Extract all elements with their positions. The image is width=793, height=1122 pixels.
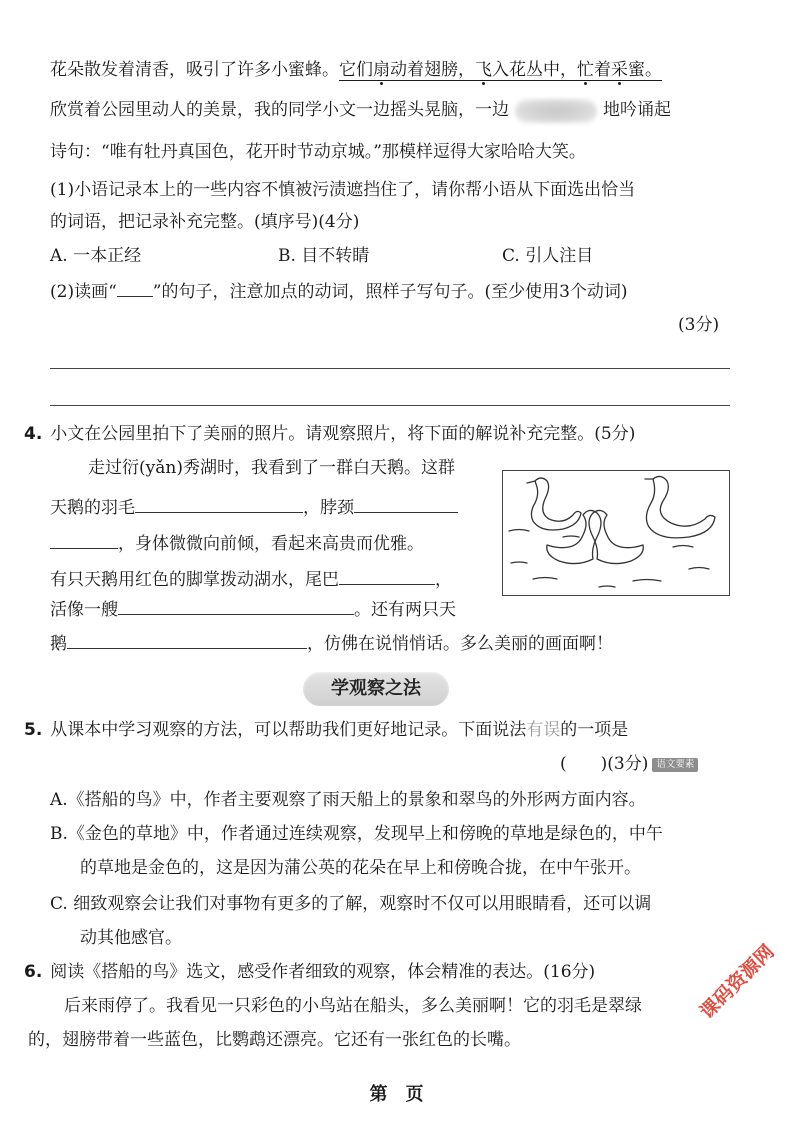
blank-two-swans[interactable] bbox=[67, 630, 307, 649]
q3-sub1-line1: (1)小语记录本上的一些内容不慎被污渍遮挡住了，请你帮小语从下面选出恰当 bbox=[50, 180, 636, 200]
swan-top-left bbox=[531, 478, 581, 530]
page-footer: 第 页 bbox=[369, 1084, 424, 1105]
dotted-verb: 采 bbox=[611, 60, 628, 80]
dotted-verb: 忙 bbox=[577, 60, 594, 80]
q3-option-a: A. 一本正经 bbox=[50, 246, 142, 266]
q5-answer-row: ( )(3分) 语文要素 bbox=[560, 752, 698, 776]
underline-sample bbox=[117, 278, 153, 297]
q5-answer-bracket[interactable]: ( ) bbox=[560, 754, 608, 774]
emphasis-wrong: 有误 bbox=[526, 720, 561, 740]
q3-sub2-score: (3分) bbox=[678, 315, 720, 335]
dotted-verb: 飞 bbox=[475, 60, 492, 80]
passage-sentence: 花朵散发着清香，吸引了许多小蜜蜂。 bbox=[50, 60, 339, 80]
swan-right bbox=[646, 476, 715, 537]
q3-option-c: C. 引人注目 bbox=[502, 246, 594, 266]
q5-number: 5. bbox=[24, 720, 43, 740]
passage-line-3: 诗句：“唯有牡丹真国色，花开时节动京城。”那模样逗得大家哈哈大笑。 bbox=[50, 142, 586, 162]
q3-option-b: B. 目不转睛 bbox=[278, 246, 370, 266]
watermark-logo: 课码资源网 bbox=[695, 940, 779, 1024]
swan-illustration bbox=[503, 471, 729, 595]
q4-line-6: 鹅 ，仿佛在说悄悄话。多么美丽的画面啊！ bbox=[50, 630, 613, 656]
blank-tail[interactable] bbox=[339, 566, 435, 585]
q6-paragraph-line-2: 的，翅膀带着一些蓝色，比鹦鹉还漂亮。它还有一张红色的长嘴。 bbox=[28, 1030, 521, 1050]
swan-photo bbox=[502, 470, 730, 596]
blank-feathers[interactable] bbox=[135, 494, 303, 513]
q3-sub2: (2)读画“ ”的句子，注意加点的动词，照样子写句子。(至少使用3个动词) bbox=[50, 278, 628, 304]
q6-paragraph-line-1: 后来雨停了。我看见一只彩色的小鸟站在船头，多么美丽啊！它的羽毛是翠绿 bbox=[64, 996, 642, 1016]
q4-line-3: ，身体微微向前倾，看起来高贵而优雅。 bbox=[50, 530, 424, 556]
q4-line-2: 天鹅的羽毛 ，脖颈 bbox=[50, 494, 458, 520]
q5-option-a: A.《搭船的鸟》中，作者主要观察了雨天船上的景象和翠鸟的外形两方面内容。 bbox=[50, 790, 646, 810]
underlined-sentence: 它们扇动着翅膀，飞入花丛中，忙着采蜜。 bbox=[339, 60, 662, 80]
answer-line-2[interactable] bbox=[50, 405, 730, 406]
blank-neck-cont[interactable] bbox=[50, 530, 118, 549]
q5-option-c-2: 动其他感官。 bbox=[80, 928, 182, 948]
dotted-verb: 扇 bbox=[373, 60, 390, 80]
q4-line-5: 活像一艘 。还有两只天 bbox=[50, 596, 456, 622]
q4-stem: 4. 小文在公园里拍下了美丽的照片。请观察照片，将下面的解说补充完整。(5分) bbox=[24, 424, 636, 444]
ink-stain bbox=[515, 99, 597, 123]
q6-stem: 6. 阅读《搭船的鸟》选文，感受作者细致的观察，体会精准的表达。(16分) bbox=[24, 962, 596, 982]
q5-option-b-1: B.《金色的草地》中，作者通过连续观察，发现早上和傍晚的草地是绿色的，中午 bbox=[50, 824, 663, 844]
q5-option-b-2: 的草地是金色的，这是因为蒲公英的花朵在早上和傍晚合拢，在中午张开。 bbox=[80, 858, 641, 878]
section-title-pill: 学观察之法 bbox=[303, 672, 449, 706]
passage-line-2: 欣赏着公园里动人的美景，我的同学小文一边摇头晃脑，一边 地吟诵起 bbox=[50, 98, 671, 123]
blank-boat[interactable] bbox=[118, 596, 354, 615]
q4-line-4: 有只天鹅用红色的脚掌拨动湖水，尾巴 ， bbox=[50, 566, 452, 592]
q4-number: 4. bbox=[24, 424, 43, 444]
q5-option-c-1: C. 细致观察会让我们对事物有更多的了解，观察时不仅可以用眼睛看，还可以调 bbox=[50, 894, 652, 914]
q6-number: 6. bbox=[24, 962, 43, 982]
answer-line-1[interactable] bbox=[50, 368, 730, 369]
q4-line-1: 走过衍(yǎn)秀湖时，我看到了一群白天鹅。这群 bbox=[88, 458, 455, 478]
yuwen-yaosu-tag: 语文要素 bbox=[652, 758, 698, 772]
passage-line-1 bbox=[50, 58, 662, 82]
q5-stem: 5. 从课本中学习观察的方法，可以帮助我们更好地记录。下面说法有误的一项是 bbox=[24, 720, 629, 740]
q3-sub1-line2: 的词语，把记录补充完整。(填序号)(4分) bbox=[50, 212, 360, 232]
blank-neck[interactable] bbox=[354, 494, 458, 513]
